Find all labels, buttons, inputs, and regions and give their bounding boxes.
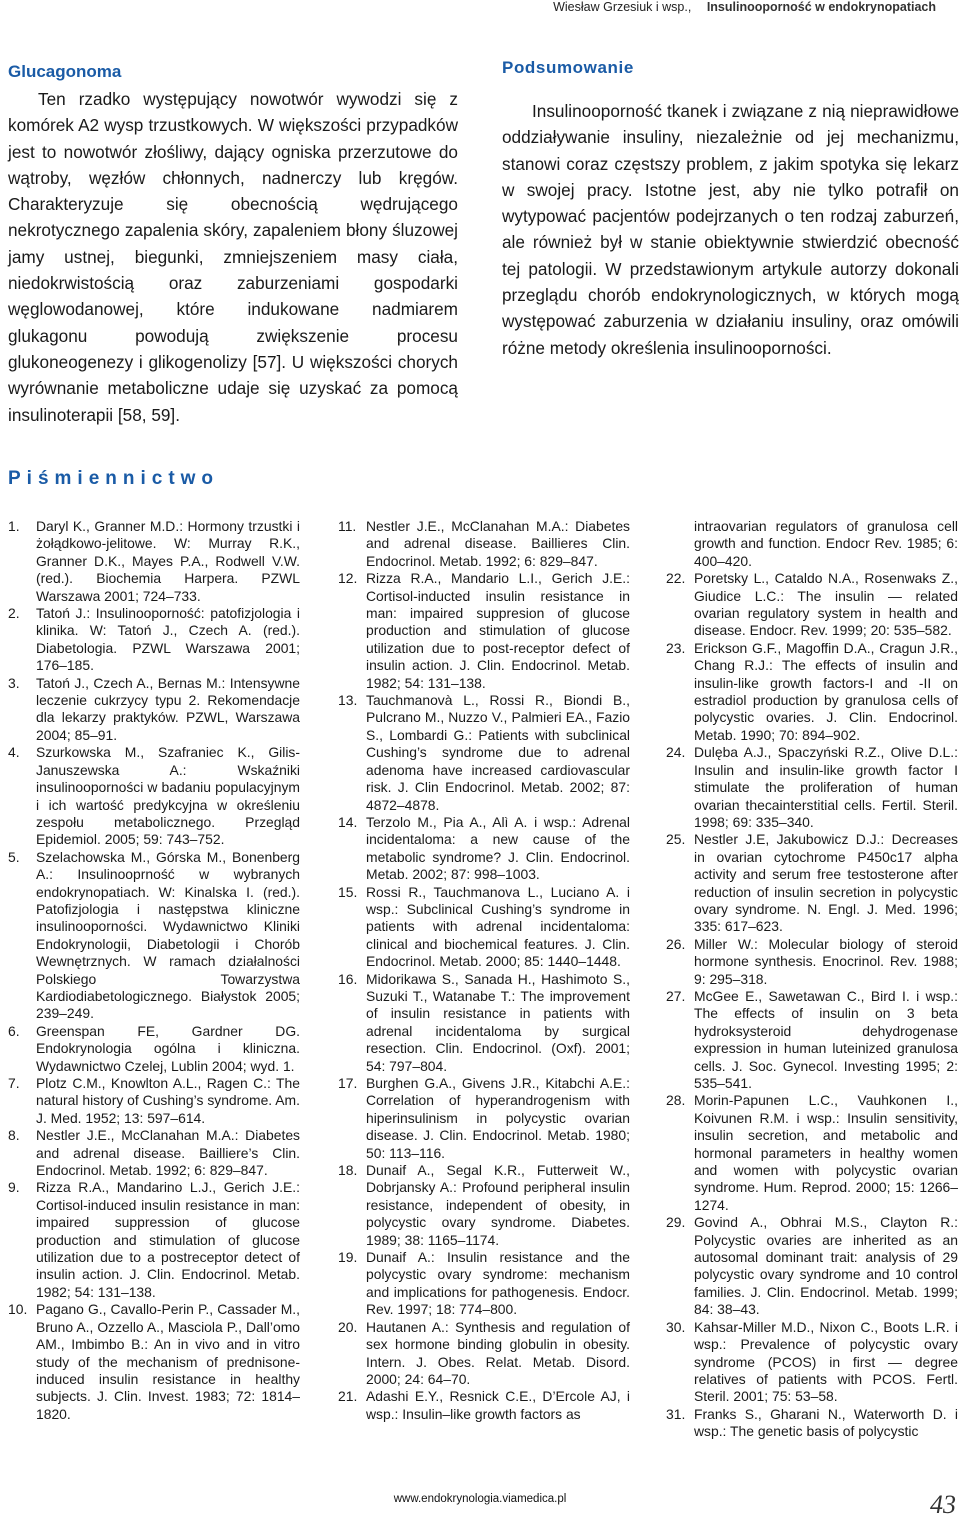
reference-item — [666, 570, 958, 640]
reference-item — [8, 605, 300, 675]
reference-continuation: intraovarian regulators of granulosa cell growth and function. Endocr Rev. 1985; 6: 400–420. — [694, 518, 958, 569]
reference-text: Dulęba A.J., Spaczyński R.Z., Olive D.L.: Insulin and insulin-like growth factor I stimulate the proliferation of human ovarian thecainterstitial cells. Fertil. Steril. 1998; 69: 335–340. — [694, 744, 958, 830]
reference-number: 28. — [666, 1092, 686, 1109]
reference-number: 6. — [8, 1022, 20, 1039]
reference-number: 20. — [338, 1318, 358, 1335]
reference-number: 29. — [666, 1214, 686, 1231]
reference-number: 10. — [8, 1301, 28, 1318]
reference-item — [8, 744, 300, 848]
reference-text: Kahsar-Miller M.D., Nixon C., Boots L.R. i wsp.: Prevalence of polycystic ovary syndrome (PCOS) in first — degree relatives of patients with PCOS. Fertl. Steril. 2001; 75: 53–58. — [694, 1318, 958, 1405]
reference-item — [8, 1075, 300, 1127]
reference-text: Poretsky L., Cataldo N.A., Rosenwaks Z., Giudice L.C.: The insulin — related ovarian regulatory system in health and disease. Endocr. Rev. 1999; 20: 535–582. — [694, 570, 958, 639]
reference-number: 3. — [8, 674, 20, 691]
reference-text: Pagano G., Cavallo-Perin P., Cassader M., Bruno A., Ozzello A., Masciola P., Dall’omo AM., Imbimbo B.: An in vivo and in vitro study of the mechanism of prednisone-induced insulin resistance in healthy subjects. J. Clin. Invest. 1983; 72: 1814–1820. — [36, 1301, 300, 1422]
reference-text: Daryl K., Granner M.D.: Hormony trzustki i żołądkowo-jelitowe. W: Murray R.K., Granner D.K., Mayes P.A., Rodwell V.W. (red.). Biochemia Harpera. PZWL Warszawa 2001; 724–733. — [36, 518, 300, 604]
reference-item — [666, 1319, 958, 1406]
reference-item — [666, 1406, 958, 1441]
reference-item — [8, 849, 300, 1023]
reference-text: Rossi R., Tauchmanova L., Luciano A. i wsp.: Subclinical Cushing’s syndrome in patients with adrenal incidentaloma: clinical and biochemical features. J. Clin. Endocrinol. Metab. 2000; 85: 1440–1448. — [366, 883, 630, 970]
reference-item — [666, 831, 958, 935]
footer-url: www.endokrynologia.viamedica.pl — [393, 1493, 567, 1505]
reference-number: 1. — [8, 518, 20, 534]
page-number: 43 — [930, 1490, 956, 1519]
reference-item — [338, 1319, 630, 1389]
reference-item — [666, 744, 958, 831]
reference-text: Szurkowska M., Szafraniec K., Gilis-Januszewska A.: Wskaźniki insulinooporności w badaniu populacyjnym i ich wartość predykcyjna w określeniu zespołu metabolicznego. Przegląd Epidemiol. 2005; 59: 743–752. — [36, 744, 300, 848]
reference-item — [338, 570, 630, 692]
summary-heading: Podsumowanie — [502, 58, 634, 77]
reference-text: McGee E., Sawetawan C., Bird I. i wsp.: The effects of insulin on 3 beta hydroksysteroid dehydrogenase expression in human luteinized granulosa cells. J. Soc. Gynecol. Investing 1995; 2: 535–541. — [694, 987, 958, 1091]
reference-number: 15. — [338, 883, 358, 900]
reference-text: Franks S., Gharani N., Waterworth D. i wsp.: The genetic basis of polycystic — [694, 1405, 958, 1440]
reference-text: Rizza R.A., Mandarino L.J., Gerich J.E.: Cortisol-induced insulin resistance in man: impaired suppression of glucose production and stimulation of glucose utilization due to a postreceptor detect of insulin action. J. Clin. Endocrinol. Metab. 1982; 54: 131–138. — [36, 1179, 300, 1300]
reference-item — [338, 884, 630, 971]
reference-number: 4. — [8, 744, 20, 761]
reference-number: 17. — [338, 1075, 358, 1091]
reference-number: 24. — [666, 744, 686, 761]
references-column-3 — [666, 518, 958, 1441]
running-head-authors: Wiesław Grzesiuk i wsp., — [553, 0, 692, 14]
reference-number: 13. — [338, 692, 358, 709]
reference-number: 19. — [338, 1249, 358, 1266]
reference-text: Nestler J.E., McClanahan M.A.: Diabetes and adrenal disease. Bailliere’s Clin. Endocrinol. Metab. 1992; 6: 829–847. — [36, 1127, 300, 1179]
glucagonoma-paragraph: Ten rzadko występujący nowotwór wywodzi się z komórek A2 wysp trzustkowych. W większości przypadków jest to nowotwór złośliwy, dający ogniska przerzutowe do wątroby, węzłów chłonnych, nadnerczy lub kręgów. Charakteryzuje się obecnością wędrującego nekrotycznego zapalenia skóry, zapaleniem błony śluzowej jamy ustnej, biegunki, zmniejszeniem masy ciała, niedokrwistością oraz zaburzeniami gospodarki węglowodanowej, które indukowane nadmiarem glukagonu powodują zwiększenie procesu glukoneogenezy i glikogenolizy [57]. U większości chorych wyrównanie metaboliczne udaje się uzyskać za pomocą insulinoterapii [58, 59]. — [8, 89, 458, 425]
reference-text: Nestler J.E., McClanahan M.A.: Diabetes and adrenal disease. Baillieres Clin. Endocrinol. Metab. 1992; 6: 829–847. — [366, 518, 630, 569]
reference-text: Adashi E.Y., Resnick C.E., D’Ercole AJ, i wsp.: Insulin–like growth factors as — [366, 1388, 630, 1422]
reference-item — [338, 1162, 630, 1249]
reference-text: Nestler J.E, Jakubowicz D.J.: Decreases in ovarian cytochrome P450c17 alpha activity and serum free testosterone after reduction of insulin secretion in polycystic ovary syndrome. N. Engl. J. Med. 1996; 335: 617–623. — [694, 831, 958, 935]
reference-item — [666, 936, 958, 988]
reference-number: 11. — [338, 518, 357, 534]
references-column-2 — [338, 518, 630, 1423]
reference-number: 8. — [8, 1127, 20, 1144]
reference-text: Miller W.: Molecular biology of steroid hormone synthesis. Enocrinol. Rev. 1988; 9: 295–318. — [694, 935, 958, 987]
reference-item — [8, 1179, 300, 1301]
reference-text: Terzolo M., Pia A., Alì A. i wsp.: Adrenal incidentaloma: a new cause of the metabolic syndrome? J. Clin. Endocrinol. Metab. 2002; 87: 998–1003. — [366, 813, 630, 883]
reference-number: 22. — [666, 570, 686, 587]
reference-text: Govind A., Obhrai M.S., Clayton R.: Polycystic ovaries are inherited as an autosomal dominant trait: analysis of 29 polycystic ovary syndrome and 10 control families. J. Clin. Endocrinol. Metab. 1999; 84: 38–43. — [694, 1214, 958, 1318]
reference-text: Rizza R.A., Mandario L.I., Gerich J.E.: Cortisol-inducted insulin resistance in man: impaired suppresion of glucose production and stimulation of glucose utilization due to post-receptor defect of insulin action. J. Clin. Endocrinol. Metab. 1982; 54: 131–138. — [366, 570, 630, 691]
reference-number: 16. — [338, 970, 358, 987]
reference-text: Tauchmanovà L., Rossi R., Biondi B., Pulcrano M., Nuzzo V., Palmieri EA., Fazio S., Lombardi G.: Patients with subclinical Cushing’s syndrome due to adrenal adenoma have increased cardiovascular risk. J. Clin Endocrinol. Metab. 2002; 87: 4872–4878. — [366, 692, 630, 813]
reference-item — [338, 971, 630, 1075]
reference-item — [8, 1301, 300, 1423]
references-heading: Piśmiennictwo — [8, 468, 220, 489]
reference-text: Dunaif A.: Insulin resistance and the polycystic ovary syndrome: mechanism and implications for pathogenesis. Endocr. Rev. 1997; 18: 774–800. — [366, 1249, 630, 1318]
reference-text: Dunaif A., Segal K.R., Futterweit W., Dobrjansky A.: Profound peripheral insulin resistance, independent of obesity, in polycystic ovary syndrome. Diabetes. 1989; 38: 1165–1174. — [366, 1162, 630, 1248]
reference-text: Burghen G.A., Givens J.R., Kitabchi A.E.: Correlation of hyperandrogenism with hiperinsulinism in polycystic ovarian disease. J. Clin. Endocrinol. Metab. 1980; 50: 113–116. — [366, 1075, 630, 1161]
reference-item — [338, 692, 630, 814]
reference-number: 21. — [338, 1388, 358, 1405]
reference-number: 25. — [666, 831, 686, 848]
running-head — [0, 0, 960, 14]
reference-item — [666, 1092, 958, 1214]
reference-item — [8, 1127, 300, 1179]
reference-number: 14. — [338, 813, 358, 830]
reference-item — [338, 518, 630, 570]
reference-text: Plotz C.M., Knowlton A.L., Ragen C.: The natural history of Cushing’s syndrome. Am. J. Med. 1952; 13: 597–614. — [36, 1075, 300, 1126]
reference-number: 26. — [666, 935, 686, 952]
reference-number: 5. — [8, 848, 20, 865]
reference-number: 9. — [8, 1179, 20, 1196]
running-head-title: Insulinooporność w endokrynopatiach — [706, 0, 936, 14]
reference-text: Erickson G.F., Magoffin D.A., Cragun J.R., Chang R.J.: The effects of insulin and insulin-like growth factors-I and -II on estradiol production by granulosa cells of polycystic ovaries. J. Clin. Endocrinol. Metab. 1990; 70: 894–902. — [694, 639, 958, 743]
reference-number: 27. — [666, 987, 686, 1004]
reference-text: Szelachowska M., Górska M., Bonenberg A.: Insulinooprność w wybranych endokrynopatiach. W: Kinalska I. (red.). Patofizjologia i następstwa kliniczne insulinooporności. Wydawnictwo Kliniki Endokrynologii, Diabetologii i Chorób Wewnętrznych. W ramach działalności Polskiego Towarzystwa Kardiodiabetologicznego. Białystok 2005; 239–249. — [36, 848, 300, 1022]
reference-item — [666, 1214, 958, 1318]
reference-item — [8, 518, 300, 605]
glucagonoma-section — [8, 58, 458, 428]
reference-item — [666, 640, 958, 744]
reference-item — [338, 814, 630, 884]
references-column-1 — [8, 518, 300, 1423]
reference-number: 30. — [666, 1318, 686, 1335]
reference-text: Greenspan FE, Gardner DG. Endokrynologia ogólna i kliniczna. Wydawnictwo Czelej, Lublin 2004; wyd. 1. — [36, 1022, 300, 1074]
glucagonoma-heading: Glucagonoma — [8, 62, 122, 81]
reference-item — [8, 675, 300, 745]
summary-section — [502, 58, 959, 361]
reference-text: Tatoń J.: Insulinooporność: patofizjologia i klinika. W: Tatoń J., Czech A. (red.). Diabetologia. PZWL Warszawa 2001; 176–185. — [36, 605, 300, 674]
reference-text: Tatoń J., Czech A., Bernas M.: Intensywne leczenie cukrzycy typu 2. Rekomendacje dla lekarzy praktyków. PZWL, Warszawa 2004; 85–91. — [36, 674, 300, 743]
reference-text: Morin-Papunen L.C., Vauhkonen I., Koivunen R.M. i wsp.: Insulin sensitivity, insulin secretion, and metabolic and hormonal parameters in healthy women and women with polycystic ovarian syndrome. Hum. Reprod. 2000; 15: 1266–1274. — [694, 1092, 958, 1213]
reference-text: Midorikawa S., Sanada H., Hashimoto S., Suzuki T., Watanabe T.: The improvement of insulin resistance in patients with adrenal incidentaloma by surgical resection. Clin. Endocrinol. (Oxf). 2001; 54: 797–804. — [366, 970, 630, 1074]
reference-number: 12. — [338, 570, 358, 587]
reference-text: Hautanen A.: Synthesis and regulation of sex hormone binding globulin in obesity. Intern. J. Obes. Relat. Metab. Disord. 2000; 24: 64–70. — [366, 1318, 630, 1387]
reference-number: 31. — [666, 1405, 686, 1422]
reference-item — [8, 1023, 300, 1075]
reference-item — [338, 1075, 630, 1162]
reference-item — [666, 988, 958, 1092]
reference-number: 23. — [666, 639, 686, 656]
summary-paragraph: Insulinooporność tkanek i związane z nią nieprawidłowe oddziaływanie insuliny, niezależnie od jej mechanizmu, stanowi coraz częstszy problem, z jakim spotyka się lekarz w swojej pracy. Istotne jest, aby nie tylko potrafił on wytypować pacjentów podejrzanych o ten rodzaj zaburzeń, ale również był w stanie obiektywnie stwierdzić obecność tej patologii. W przedstawionym artykule autorzy dokonali przeglądu chorób endokrynologicznych, w których mogą występować zaburzenia w działaniu insuliny, oraz omówili różne metody określenia insulinooporności. — [502, 101, 959, 358]
reference-number: 7. — [8, 1075, 20, 1091]
reference-number: 18. — [338, 1162, 358, 1179]
reference-item — [338, 1249, 630, 1319]
reference-number: 2. — [8, 605, 20, 622]
reference-item — [338, 1388, 630, 1423]
